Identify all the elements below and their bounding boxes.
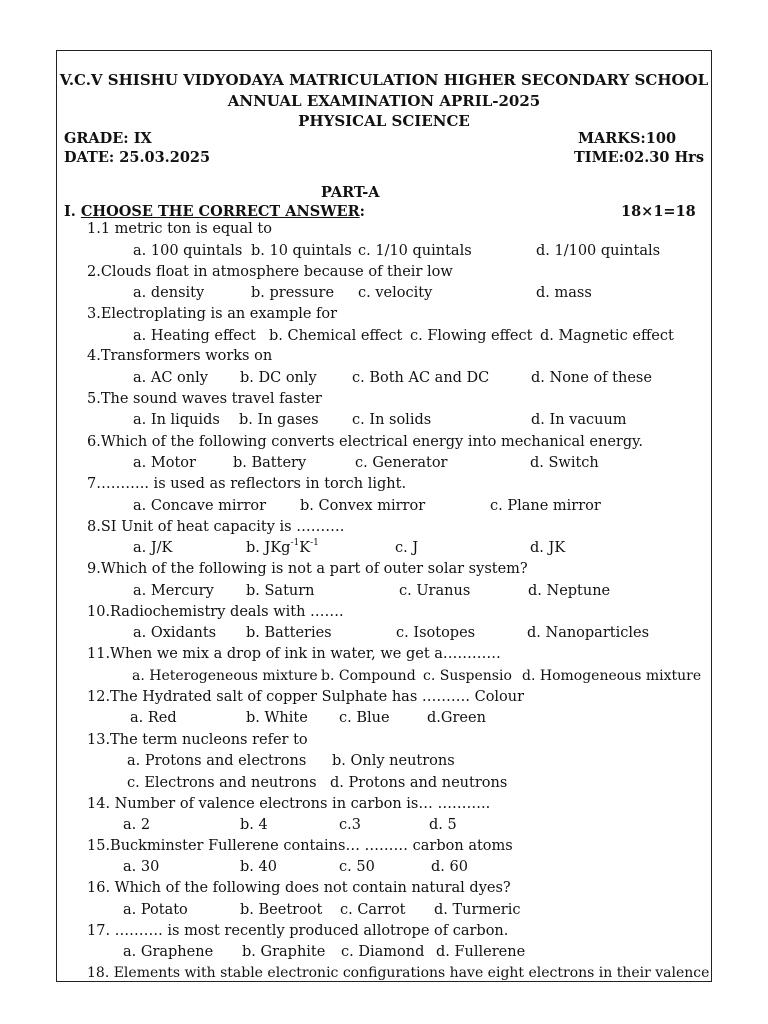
option: b. White [246, 710, 308, 726]
option: b. In gases [239, 412, 319, 428]
question: 18. Elements with stable electronic configurations have eight electrons in their valence [87, 965, 710, 981]
question: 6.Which of the following converts electrical energy into mechanical energy. [87, 434, 643, 450]
option: b. DC only [240, 370, 317, 386]
exam-paper [56, 50, 712, 982]
option: a. Heterogeneous mixture [132, 668, 318, 684]
option: b. Batteries [246, 625, 332, 641]
option: d. Neptune [528, 583, 611, 599]
marks-label: MARKS:100 [578, 130, 677, 147]
option: d. None of these [531, 370, 652, 386]
option: c. Flowing effect [410, 328, 533, 344]
option: a. 2 [123, 817, 151, 833]
option: c. In solids [352, 412, 432, 428]
option: a. Protons and electrons [127, 753, 307, 769]
question: 8.SI Unit of heat capacity is ………. [87, 519, 345, 535]
option: d. Protons and neutrons [330, 775, 508, 791]
question: 2.Clouds float in atmosphere because of their low [87, 264, 453, 280]
option: c. Electrons and neutrons [127, 775, 317, 791]
question: 13.The term nucleons refer to [87, 732, 308, 748]
option: b. 4 [240, 817, 268, 833]
option: d. 5 [429, 817, 457, 833]
option: d. mass [536, 285, 592, 301]
option: d. Fullerene [436, 944, 526, 960]
option: a. Oxidants [133, 625, 217, 641]
option: c. J [395, 540, 419, 556]
option: d. Turmeric [434, 902, 521, 918]
option: b. Battery [233, 455, 307, 471]
question: 11.When we mix a drop of ink in water, we get a………… [87, 646, 501, 662]
option: a. density [133, 285, 205, 301]
option: d.Green [427, 710, 486, 726]
option: b. pressure [251, 285, 335, 301]
option: a. Motor [133, 455, 196, 471]
option: c. 50 [339, 859, 375, 875]
option: c. Carrot [340, 902, 406, 918]
option: c. Suspensio [423, 668, 512, 684]
option: d. JK [530, 540, 566, 556]
question: 3.Electroplating is an example for [87, 306, 338, 322]
option: c. 1/10 quintals [358, 243, 472, 259]
option: a. Potato [123, 902, 188, 918]
option: a. 100 quintals [133, 243, 243, 259]
option: c. Both AC and DC [352, 370, 490, 386]
question: 12.The Hydrated salt of copper Sulphate has ………. Colour [87, 689, 525, 705]
option: c.3 [339, 817, 361, 833]
question: 5.The sound waves travel faster [87, 391, 322, 407]
option: a. AC only [133, 370, 208, 386]
section-colon: : [359, 203, 365, 220]
option: d. Switch [530, 455, 599, 471]
option: d. In vacuum [531, 412, 627, 428]
option: c. Isotopes [396, 625, 476, 641]
question: 7……….. is used as reflectors in torch light. [87, 476, 407, 492]
unit-exponent: -1 [290, 538, 300, 549]
option: b. Saturn [246, 583, 315, 599]
school-name: V.C.V SHISHU VIDYODAYA MATRICULATION HIGHER SECONDARY SCHOOL [59, 71, 709, 89]
option: a. Red [130, 710, 177, 726]
section-title: CHOOSE THE CORRECT ANSWER [80, 203, 360, 220]
option: d. Magnetic effect [540, 328, 674, 344]
question: 15.Buckminster Fullerene contains… ……… carbon atoms [87, 838, 513, 854]
unit-text: K [299, 540, 311, 556]
option: b. Only neutrons [332, 753, 455, 769]
option: a. Mercury [133, 583, 214, 599]
option: a. 30 [123, 859, 160, 875]
option: c. Uranus [399, 583, 471, 599]
unit-text: b. JKg [246, 540, 291, 556]
option: c. Generator [355, 455, 448, 471]
question: 10.Radiochemistry deals with ……. [87, 604, 344, 620]
section-marks: 18×1=18 [621, 203, 696, 220]
question: 16. Which of the following does not contain natural dyes? [87, 880, 511, 896]
option: a. Concave mirror [133, 498, 267, 514]
grade-label: GRADE: IX [64, 130, 152, 147]
option: b. 40 [240, 859, 277, 875]
question: 17. ………. is most recently produced allotrope of carbon. [87, 923, 509, 939]
question: 4.Transformers works on [87, 348, 273, 364]
option: d. Homogeneous mixture [522, 668, 702, 684]
part-heading: PART-A [321, 184, 380, 201]
exam-title: ANNUAL EXAMINATION APRIL-2025 [227, 92, 541, 110]
question: 1.1 metric ton is equal to [87, 221, 272, 237]
option: d. 60 [431, 859, 468, 875]
date-label: DATE: 25.03.2025 [64, 149, 211, 166]
section-number: I. [64, 203, 81, 220]
option: d. 1/100 quintals [536, 243, 661, 259]
time-label: TIME:02.30 Hrs [574, 149, 704, 166]
option: c. Blue [339, 710, 390, 726]
question: 9.Which of the following is not a part of outer solar system? [87, 561, 528, 577]
option: b. Compound [321, 668, 416, 684]
question: 14. Number of valence electrons in carbon is… ……….. [87, 796, 491, 812]
subject-title: PHYSICAL SCIENCE [298, 112, 470, 130]
option: c. Diamond [341, 944, 425, 960]
option: b. 10 quintals [251, 243, 352, 259]
option: a. Graphene [123, 944, 214, 960]
option: d. Nanoparticles [527, 625, 650, 641]
option: a. J/K [133, 540, 173, 556]
unit-exponent: -1 [310, 538, 319, 549]
option: a. Heating effect [133, 328, 256, 344]
section-heading [64, 203, 365, 220]
option: c. velocity [358, 285, 433, 301]
option: b. Chemical effect [269, 328, 403, 344]
option: b. Graphite [242, 944, 326, 960]
option: a. In liquids [133, 412, 220, 428]
option: c. Plane mirror [490, 498, 601, 514]
option: b. Beetroot [240, 902, 323, 918]
option: b. Convex mirror [300, 498, 426, 514]
option [246, 540, 319, 556]
